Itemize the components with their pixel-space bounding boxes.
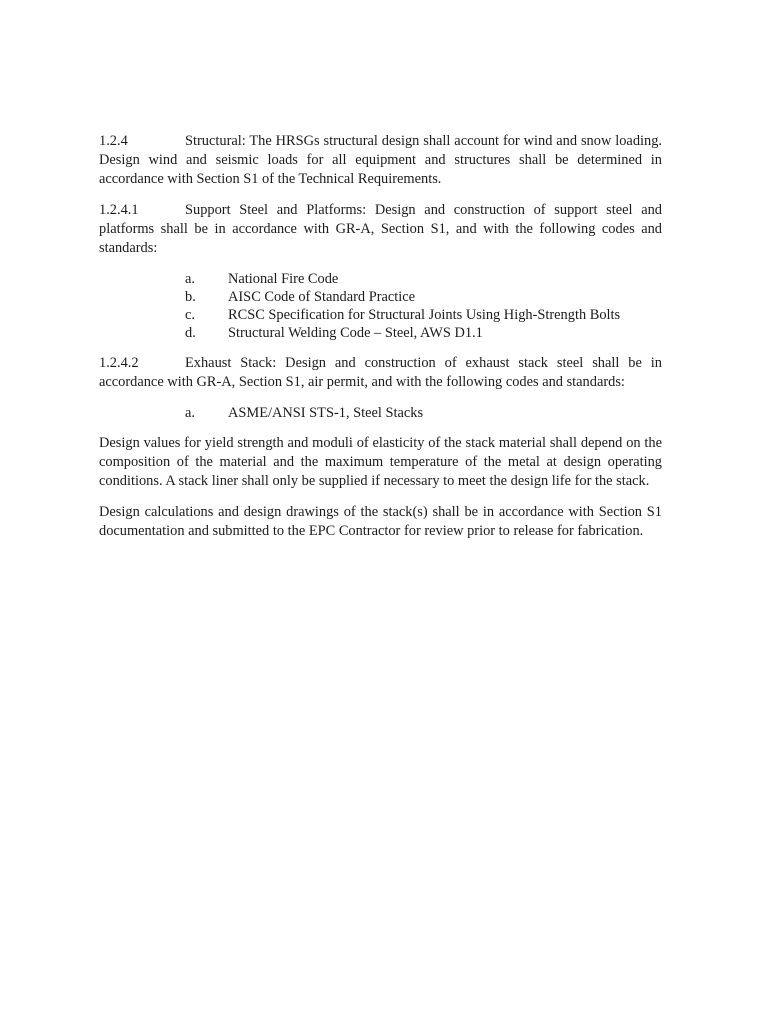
list-item <box>99 306 662 324</box>
section-number: 1.2.4.1 <box>99 202 139 218</box>
list-item <box>99 270 662 288</box>
list-item <box>99 404 662 422</box>
list-text: National Fire Code <box>228 271 339 287</box>
document-body <box>99 132 662 553</box>
codes-list-support-steel <box>99 270 662 342</box>
list-item <box>99 324 662 342</box>
list-letter: a. <box>185 271 195 287</box>
list-letter: b. <box>185 289 196 305</box>
list-letter: c. <box>185 307 195 323</box>
design-calculations-paragraph: Design calculations and design drawings of the stack(s) shall be in accordance with Section S1 documentation and submitted to the EPC Contractor for review prior to release for fabrication. <box>99 504 662 539</box>
list-letter: d. <box>185 325 196 341</box>
list-text: Structural Welding Code – Steel, AWS D1.1 <box>228 325 483 341</box>
list-text: ASME/ANSI STS-1, Steel Stacks <box>228 405 424 421</box>
codes-list-exhaust-stack <box>99 404 662 422</box>
section-heading: Structural: <box>185 133 246 149</box>
section-1-2-4-2 <box>99 354 662 392</box>
design-values-paragraph: Design values for yield strength and moduli of elasticity of the stack material shall depend on the composition of the material and the maximum temperature of the metal at design operating conditions. A stack liner shall only be supplied if necessary to meet the design life for the stack. <box>99 435 662 489</box>
list-item <box>99 288 662 306</box>
section-text: The HRSGs structural design shall account for wind and snow loading. Design wind and seismic loads for all equipment and structures shall be determined in accordance with Section S1 of the Technical Requirements. <box>99 133 662 187</box>
section-number: 1.2.4.2 <box>99 355 139 371</box>
section-1-2-4 <box>99 132 662 189</box>
section-number: 1.2.4 <box>99 133 128 149</box>
section-text: Design and construction of support steel and platforms shall be in accordance with GR-A, Section S1, and with the following codes and standards: <box>99 202 662 256</box>
section-1-2-4-1 <box>99 201 662 258</box>
section-heading: Exhaust Stack: <box>185 355 277 371</box>
list-letter: a. <box>185 405 195 421</box>
section-heading: Support Steel and Platforms: <box>185 202 367 218</box>
list-text: RCSC Specification for Structural Joints Using High-Strength Bolts <box>228 307 621 323</box>
list-text: AISC Code of Standard Practice <box>228 289 416 305</box>
section-text: Design and construction of exhaust stack steel shall be in accordance with GR-A, Section S1, air permit, and with the following codes and standards: <box>99 355 662 390</box>
